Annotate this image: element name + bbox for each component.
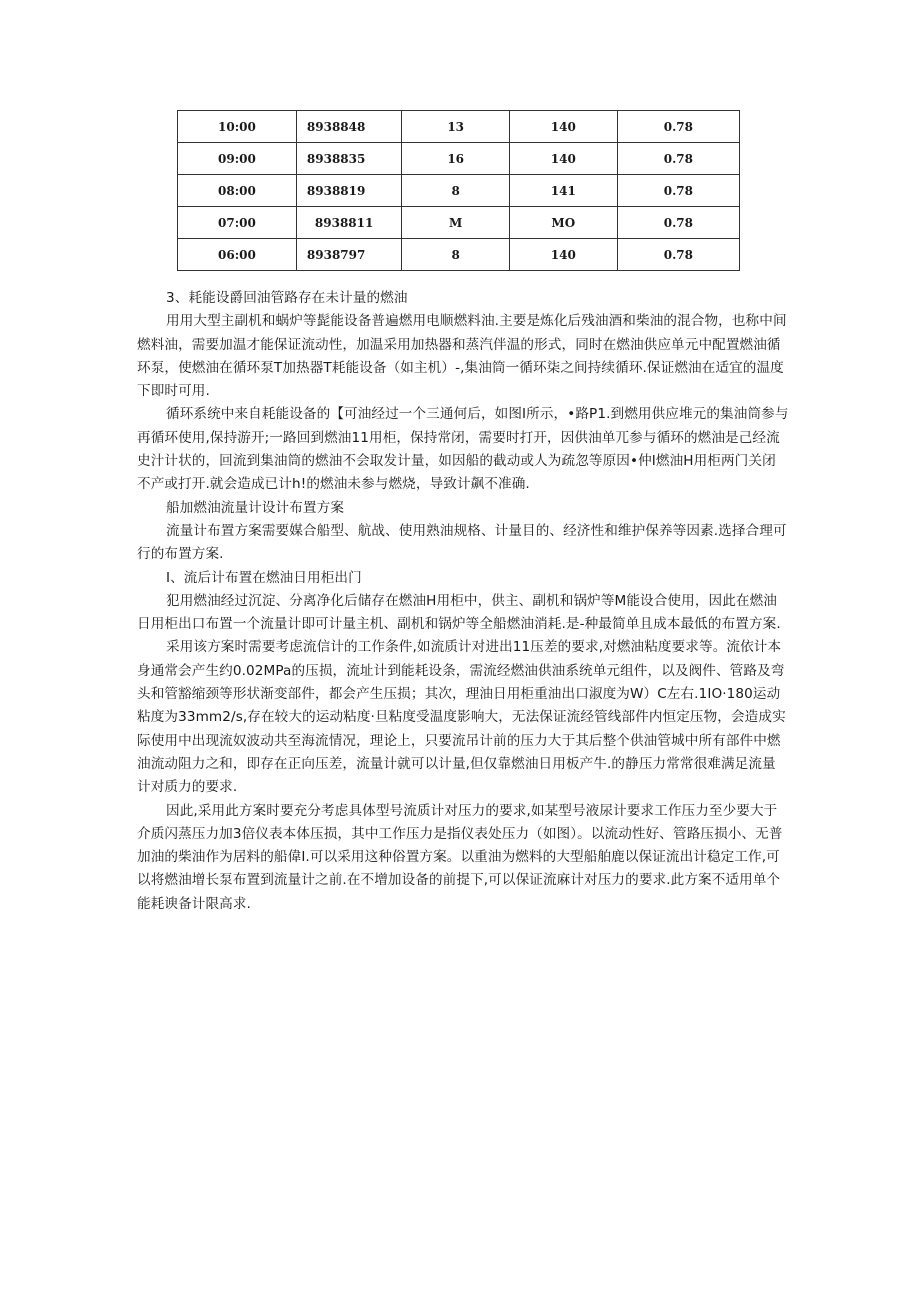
table-cell-temperature: 140	[509, 143, 617, 175]
body-text	[137, 287, 789, 916]
table-cell-reading: 8938819	[296, 175, 402, 207]
table-cell-time: 09:00	[178, 143, 297, 175]
table-cell-reading: 8938797	[296, 239, 402, 271]
table-row	[178, 239, 740, 271]
table-row	[178, 175, 740, 207]
table-cell-consumption: 8	[402, 175, 509, 207]
table-cell-consumption: 8	[402, 239, 509, 271]
section-heading-plan: 船加燃油流量计设计布置方案	[166, 499, 345, 516]
section-heading-3: 3、耗能设爵回油管路存在未计量的燃油	[166, 290, 408, 306]
table-cell-time: 06:00	[178, 239, 297, 271]
fuel-data-table	[177, 110, 740, 271]
paragraph: 循环系统中来自耗能设备的【可油经过一个三通何后，如图I所示，•路P1.到燃用供应堆元的集油筒参与再循环使用,保持游开;一路回到燃油11用柜，保持常闭，需要时打开，因供油单兀参与循环的燃油是己经流史汁计状的，回流到集油筒的燃油不会取发计量，如因船的截动或人为疏忽等原因•仲I燃油H用柜两门关闭不产或打开.就会造成已计h!的燃油未参与燃烧，导致计飙不准确.	[137, 406, 789, 493]
table-cell-reading: 8938811	[296, 207, 402, 239]
table-cell-time: 10:00	[178, 111, 297, 143]
table-cell-temperature: 140	[509, 239, 617, 271]
table-cell-density: 0.78	[617, 239, 739, 271]
paragraph: 因此,采用此方案时要充分考虑具体型号流质计对压力的要求,如某型号液尿计要求工作压力至少要大于介质闪蒸压力加3倍仪表本体压损，其中工作压力是指仪表处压力（如图）。以流动性好、管路压损小、无普加油的柴油作为居料的船偉I.可以采用这种俗置方案。以重油为燃料的大型船舶鹿以保证流出计稳定工作,可以将燃油增长泵布置到流量计之前.在不增加设备的前提下,可以保证流麻计对压力的要求.此方案不适用单个能耗谀备计限高求.	[137, 802, 783, 912]
table-cell-consumption: M	[402, 207, 509, 239]
table-row	[178, 143, 740, 175]
table-cell-density: 0.78	[617, 207, 739, 239]
table-row	[178, 207, 740, 239]
table-cell-consumption: 13	[402, 111, 509, 143]
table-cell-time: 08:00	[178, 175, 297, 207]
fuel-data-table-body	[178, 111, 740, 271]
table-cell-temperature: 140	[509, 111, 617, 143]
table-cell-temperature: 141	[509, 175, 617, 207]
table-cell-density: 0.78	[617, 175, 739, 207]
section-heading-1: I、流后计布置在燃油日用柜出门	[166, 569, 362, 586]
paragraph: 犯用燃油经过沉淀、分离净化后储存在燃油H用柜中，供主、副机和锅炉等M能设合使用，因此在燃油日用柜出口布置一个流量计即可计量主机、副机和锅炉等全船燃油消耗.是-种最简单且成本最低的布置方案.	[137, 592, 781, 633]
table-cell-density: 0.78	[617, 143, 739, 175]
table-cell-consumption: 16	[402, 143, 509, 175]
paragraph: 采用该方案时需要考虑流信计的工作条件,如流质计对进出11压差的要求,对燃油粘度要求等。流依计本身通常会产生约0.02MPa的压损，流址计到能耗设条，需流经燃油供油系统单元组件，以及阀件、管路及弯头和管豁缩颈等形状渐变部件，都会产生压损；其次，理油日用柜重油出口淑度为W）C左右.1IO·180运动粘度为33mm2∕s,存在较大的运动粘度·旦粘度受温度影响大，无法保证流经管线部件内恒定压物，会造成实际使用中出现流奴波动共至海流情况，理论上，只要流吊计前的压力大于其后整个供油管城中所有部件中燃油流动阻力之和，即存在正向压差，流量计就可以计量,但仅靠燃油日用板产牛.的静压力常常很难满足流量计对质力的要求.	[137, 639, 786, 796]
paragraph: 流量计布置方案需要媒合船型、航战、使用熟油规格、计量目的、经济性和维护保养等因素.选择合理可行的布置方案.	[137, 522, 787, 563]
table-cell-reading: 8938835	[296, 143, 402, 175]
table-cell-temperature: MO	[509, 207, 617, 239]
table-row	[178, 111, 740, 143]
table-cell-time: 07:00	[178, 207, 297, 239]
table-cell-reading: 8938848	[296, 111, 402, 143]
paragraph: 用用大型主副机和蜗炉等髭能设备普遍燃用电顺燃料油.主要是炼化后残油酒和柴油的混合物，也称中间燃料油，需要加温才能保证流动性，加温采用加热器和蒸汽伴温的形式，同时在燃油供应单元中配置燃油循环泵，使燃油在循环泵T加热器T耗能设备（如主机）-,集油筒一循环柒之间持续循环.保证燃油在适宜的温度下即时可用.	[137, 313, 787, 400]
table-cell-density: 0.78	[617, 111, 739, 143]
